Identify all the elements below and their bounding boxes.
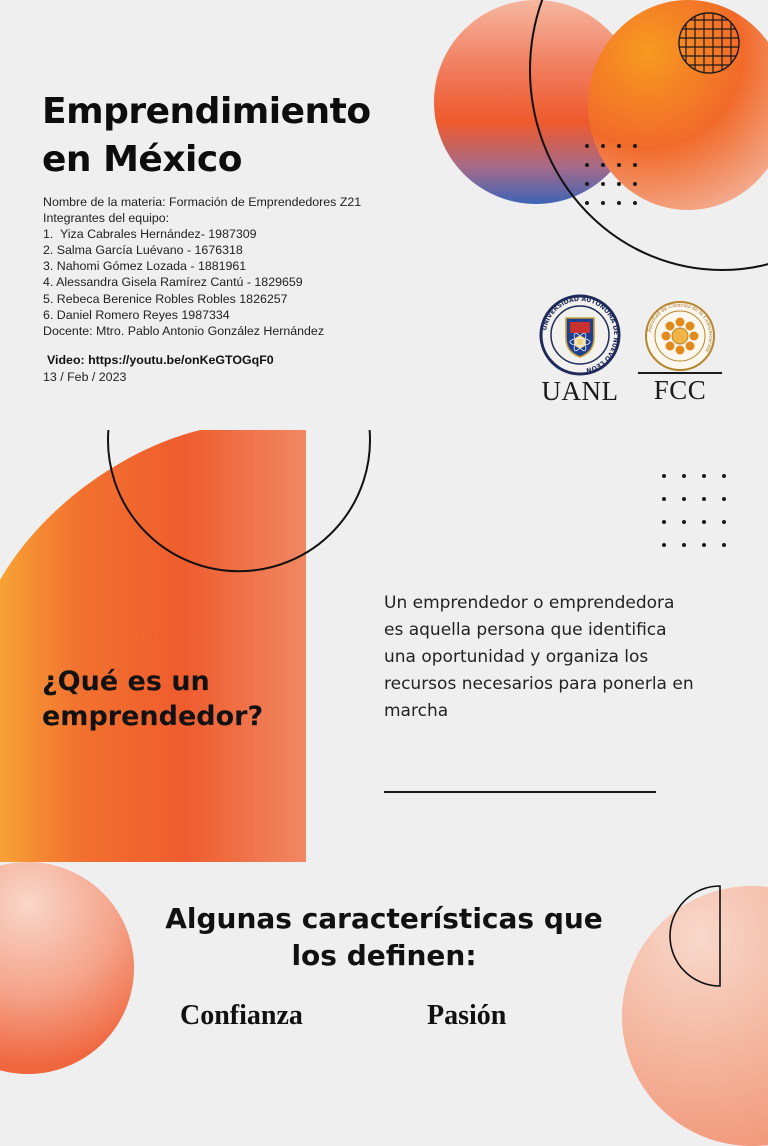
title-line-2: en México bbox=[42, 139, 242, 180]
team-member: 6. Daniel Romero Reyes 1987334 bbox=[43, 307, 230, 322]
uanl-label: UANL bbox=[541, 376, 619, 406]
course-info bbox=[43, 194, 361, 339]
fcc-label: FCC bbox=[638, 372, 722, 405]
uanl-seal-text: UNIVERSIDAD AUTÓNOMA DE NUEVO LEÓN bbox=[541, 295, 620, 374]
team-member: 3. Nahomi Gómez Lozada - 1881961 bbox=[43, 259, 247, 274]
question-heading bbox=[42, 664, 263, 734]
trait-confidence: Confianza bbox=[180, 1000, 303, 1031]
title-line-1: Emprendimiento bbox=[42, 91, 371, 132]
question-line-2: emprendedor? bbox=[42, 701, 264, 732]
team-member: 4. Alessandra Gisela Ramírez Cantú - 1829659 bbox=[43, 275, 303, 290]
question-line-1: ¿Qué es un bbox=[42, 666, 210, 697]
fcc-logo bbox=[638, 300, 722, 405]
decorative-gradient-circle-bottom-left bbox=[0, 862, 134, 1074]
team-label: Integrantes del equipo: bbox=[43, 211, 170, 226]
dot-grid-right bbox=[662, 474, 726, 547]
fcc-seal-text: Facultad de Ciencias de la Comunicación bbox=[646, 302, 714, 353]
grid-sphere-icon bbox=[678, 12, 740, 74]
teacher-name: Docente: Mtro. Pablo Antonio González Hernández bbox=[43, 323, 325, 338]
page-title bbox=[42, 88, 371, 184]
features-heading bbox=[150, 900, 618, 974]
team-member: 1. Yiza Cabrales Hernández- 1987309 bbox=[43, 227, 257, 242]
features-heading-line-1: Algunas características que bbox=[165, 902, 603, 935]
fcc-seal-icon bbox=[644, 300, 716, 372]
definition-text: Un emprendedor o emprendedora es aquella persona que identifica una oportunidad y organiza los recursos necesarios para ponerla en marcha bbox=[384, 593, 694, 721]
dot-grid-top bbox=[585, 144, 637, 205]
uanl-seal-icon bbox=[539, 294, 621, 376]
features-heading-line-2: los definen: bbox=[291, 939, 477, 972]
subject-name: Nombre de la materia: Formación de Emprendedores Z21 bbox=[43, 195, 362, 209]
team-member: 2. Salma García Luévano - 1676318 bbox=[43, 243, 243, 258]
divider-line bbox=[384, 791, 656, 793]
team-member: 5. Rebeca Berenice Robles Robles 1826257 bbox=[43, 291, 288, 306]
date: 13 / Feb / 2023 bbox=[43, 370, 127, 384]
video-link[interactable]: Video: https://youtu.be/onKeGTOGqF0 bbox=[47, 353, 274, 367]
decorative-half-circle-outline bbox=[660, 884, 728, 988]
uanl-logo bbox=[536, 294, 624, 406]
trait-passion: Pasión bbox=[427, 1000, 507, 1031]
decorative-half-ring bbox=[90, 430, 390, 595]
